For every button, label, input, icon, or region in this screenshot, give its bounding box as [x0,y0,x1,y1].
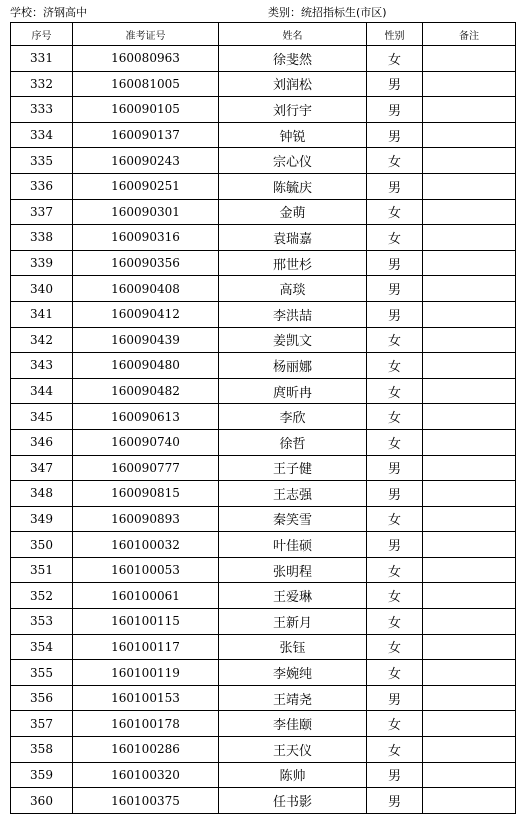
cell-no: 337 [11,199,73,225]
category-label: 类别：统招指标生(市区) [268,6,387,19]
cell-name: 张明程 [219,557,367,583]
cell-note [423,404,516,430]
cell-no: 344 [11,378,73,404]
table-row [11,122,516,148]
table-row [11,532,516,558]
cell-no: 341 [11,301,73,327]
table-row [11,609,516,635]
cell-exam-id: 160100178 [73,711,219,737]
cell-no: 360 [11,788,73,814]
cell-gender: 男 [367,788,423,814]
cell-name: 刘润松 [219,71,367,97]
cell-no: 350 [11,532,73,558]
table-row [11,378,516,404]
cell-gender: 男 [367,455,423,481]
cell-gender: 男 [367,301,423,327]
cell-note [423,660,516,686]
cell-no: 357 [11,711,73,737]
cell-gender: 女 [367,737,423,763]
cell-no: 343 [11,353,73,379]
cell-no: 334 [11,122,73,148]
cell-gender: 女 [367,353,423,379]
table-row [11,276,516,302]
table-row [11,327,516,353]
table-row [11,660,516,686]
cell-exam-id: 160090482 [73,378,219,404]
cell-exam-id: 160090137 [73,122,219,148]
cell-name: 李欣 [219,404,367,430]
table-row [11,762,516,788]
cell-no: 338 [11,225,73,251]
cell-name: 张钰 [219,634,367,660]
cell-name: 陈帅 [219,762,367,788]
cell-gender: 男 [367,97,423,123]
cell-name: 王天仪 [219,737,367,763]
cell-gender: 女 [367,225,423,251]
cell-name: 陈毓庆 [219,173,367,199]
table-row [11,429,516,455]
cell-exam-id: 160100153 [73,685,219,711]
cell-name: 杨丽娜 [219,353,367,379]
cell-no: 358 [11,737,73,763]
table-row [11,199,516,225]
cell-name: 李婉纯 [219,660,367,686]
cell-note [423,762,516,788]
cell-note [423,97,516,123]
cell-no: 348 [11,481,73,507]
cell-gender: 男 [367,481,423,507]
cell-gender: 女 [367,711,423,737]
cell-note [423,532,516,558]
cell-exam-id: 160090439 [73,327,219,353]
cell-gender: 女 [367,583,423,609]
school-label: 学校：济钢高中 [10,6,87,19]
cell-gender: 女 [367,378,423,404]
cell-no: 346 [11,429,73,455]
column-header-gender: 性别 [367,23,423,46]
column-header-no: 序号 [11,23,73,46]
cell-no: 353 [11,609,73,635]
cell-exam-id: 160100053 [73,557,219,583]
cell-name: 刘行宇 [219,97,367,123]
cell-name: 金萌 [219,199,367,225]
cell-no: 339 [11,250,73,276]
cell-exam-id: 160100032 [73,532,219,558]
cell-exam-id: 160090251 [73,173,219,199]
cell-gender: 女 [367,429,423,455]
table-row [11,71,516,97]
cell-note [423,788,516,814]
cell-no: 345 [11,404,73,430]
cell-no: 335 [11,148,73,174]
cell-no: 332 [11,71,73,97]
table-row [11,250,516,276]
cell-note [423,583,516,609]
table-row [11,737,516,763]
cell-gender: 男 [367,71,423,97]
table-row [11,788,516,814]
cell-exam-id: 160100117 [73,634,219,660]
cell-note [423,711,516,737]
cell-exam-id: 160100286 [73,737,219,763]
table-row [11,481,516,507]
cell-name: 王靖尧 [219,685,367,711]
table-row [11,173,516,199]
cell-no: 342 [11,327,73,353]
cell-name: 李佳颐 [219,711,367,737]
cell-no: 340 [11,276,73,302]
cell-gender: 男 [367,250,423,276]
cell-note [423,46,516,72]
cell-name: 秦笑雪 [219,506,367,532]
cell-gender: 女 [367,148,423,174]
cell-exam-id: 160081005 [73,71,219,97]
cell-gender: 女 [367,199,423,225]
cell-note [423,481,516,507]
cell-note [423,173,516,199]
cell-name: 庹昕冉 [219,378,367,404]
table-row [11,148,516,174]
cell-exam-id: 160090480 [73,353,219,379]
cell-gender: 女 [367,327,423,353]
table-row [11,711,516,737]
cell-note [423,301,516,327]
cell-note [423,327,516,353]
cell-exam-id: 160090356 [73,250,219,276]
cell-exam-id: 160090105 [73,97,219,123]
table-row [11,404,516,430]
cell-note [423,634,516,660]
cell-note [423,685,516,711]
cell-name: 钟锐 [219,122,367,148]
column-header-name: 姓名 [219,23,367,46]
cell-note [423,737,516,763]
cell-gender: 男 [367,173,423,199]
column-header-note: 备注 [423,23,516,46]
column-header-exam-id: 准考证号 [73,23,219,46]
cell-name: 宗心仪 [219,148,367,174]
cell-note [423,429,516,455]
cell-gender: 女 [367,404,423,430]
cell-name: 徐哲 [219,429,367,455]
cell-note [423,353,516,379]
cell-name: 高琰 [219,276,367,302]
table-header [11,23,516,46]
cell-exam-id: 160090316 [73,225,219,251]
cell-no: 354 [11,634,73,660]
cell-no: 356 [11,685,73,711]
cell-note [423,557,516,583]
cell-name: 姜凯文 [219,327,367,353]
cell-no: 349 [11,506,73,532]
cell-note [423,199,516,225]
cell-no: 333 [11,97,73,123]
cell-exam-id: 160090301 [73,199,219,225]
table-row [11,225,516,251]
cell-gender: 女 [367,634,423,660]
cell-gender: 男 [367,276,423,302]
cell-gender: 女 [367,609,423,635]
student-list-table [10,22,516,814]
cell-exam-id: 160090412 [73,301,219,327]
document-header [10,6,515,20]
table-row [11,685,516,711]
cell-gender: 男 [367,762,423,788]
cell-exam-id: 160100320 [73,762,219,788]
cell-no: 351 [11,557,73,583]
cell-name: 王爱琳 [219,583,367,609]
cell-gender: 女 [367,557,423,583]
cell-note [423,276,516,302]
cell-note [423,455,516,481]
table-row [11,97,516,123]
cell-no: 336 [11,173,73,199]
cell-exam-id: 160090815 [73,481,219,507]
table-row [11,455,516,481]
cell-exam-id: 160100375 [73,788,219,814]
cell-name: 徐斐然 [219,46,367,72]
cell-note [423,506,516,532]
cell-note [423,250,516,276]
cell-note [423,148,516,174]
table-row [11,46,516,72]
cell-gender: 女 [367,506,423,532]
cell-exam-id: 160090777 [73,455,219,481]
cell-exam-id: 160090408 [73,276,219,302]
cell-name: 邢世杉 [219,250,367,276]
table-row [11,506,516,532]
cell-no: 347 [11,455,73,481]
cell-exam-id: 160100119 [73,660,219,686]
cell-note [423,225,516,251]
cell-gender: 男 [367,532,423,558]
table-row [11,557,516,583]
cell-name: 任书影 [219,788,367,814]
cell-exam-id: 160090893 [73,506,219,532]
cell-name: 王子健 [219,455,367,481]
header-row [11,23,516,46]
cell-exam-id: 160080963 [73,46,219,72]
cell-name: 叶佳硕 [219,532,367,558]
cell-no: 331 [11,46,73,72]
cell-no: 355 [11,660,73,686]
cell-exam-id: 160090740 [73,429,219,455]
cell-name: 王志强 [219,481,367,507]
cell-name: 王新月 [219,609,367,635]
cell-no: 359 [11,762,73,788]
cell-name: 袁瑞嘉 [219,225,367,251]
cell-gender: 女 [367,660,423,686]
cell-note [423,609,516,635]
cell-name: 李洪喆 [219,301,367,327]
cell-exam-id: 160090613 [73,404,219,430]
cell-note [423,71,516,97]
table-row [11,301,516,327]
cell-gender: 男 [367,122,423,148]
cell-exam-id: 160100061 [73,583,219,609]
cell-note [423,378,516,404]
table-row [11,634,516,660]
table-row [11,583,516,609]
cell-no: 352 [11,583,73,609]
table-row [11,353,516,379]
cell-gender: 男 [367,685,423,711]
cell-note [423,122,516,148]
cell-gender: 女 [367,46,423,72]
cell-exam-id: 160100115 [73,609,219,635]
table-body [11,46,516,814]
cell-exam-id: 160090243 [73,148,219,174]
